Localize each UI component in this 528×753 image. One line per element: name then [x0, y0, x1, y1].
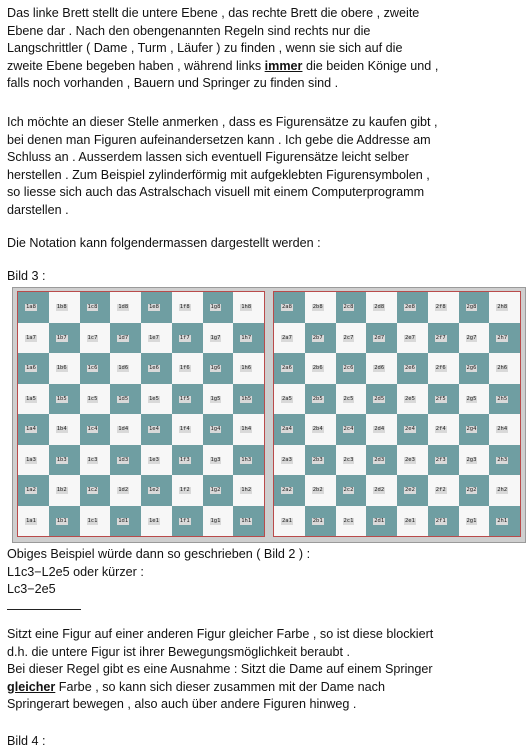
board-square — [233, 353, 264, 384]
example-notation — [7, 546, 523, 599]
square-label: 1f7 — [179, 334, 190, 341]
paragraph-boards-description — [7, 5, 523, 93]
board-square — [233, 475, 264, 506]
board-square — [18, 353, 49, 384]
text-line: bei denen man Figuren aufeinandersetzen kann . Ich gebe die Addresse am — [7, 132, 431, 147]
board-square — [172, 384, 203, 415]
square-label: 2d6 — [374, 365, 385, 371]
board-square — [18, 292, 49, 323]
board-square — [366, 506, 397, 537]
board-square — [489, 445, 520, 476]
square-label: 2a2 — [282, 487, 292, 493]
square-label: 2f6 — [435, 365, 446, 371]
square-label: 1g4 — [210, 426, 221, 432]
board-square — [18, 475, 49, 506]
square-label: 2b5 — [312, 395, 323, 402]
board-square — [274, 384, 305, 415]
board-square — [366, 323, 397, 354]
board-square — [49, 353, 80, 384]
board-square — [80, 384, 111, 415]
square-label: 2c8 — [343, 304, 354, 310]
square-label: 2e3 — [405, 456, 415, 463]
square-label: 1e7 — [149, 334, 159, 341]
square-label: 2a4 — [282, 426, 292, 432]
text-line: Sitzt eine Figur auf einer anderen Figur gleicher Farbe , so ist diese blockiert — [7, 627, 434, 641]
board-square — [397, 292, 428, 323]
board-square — [305, 292, 336, 323]
board-square — [428, 292, 459, 323]
text-line: Ebene dar . Nach den obengenannten Regeln sind rechts nur die — [7, 23, 371, 38]
square-label: 1g1 — [210, 517, 221, 524]
square-label: 1e8 — [149, 304, 159, 310]
text-segment: Farbe , so kann sich dieser zusammen mit der Dame nach — [55, 679, 385, 694]
square-label: 1e1 — [149, 517, 159, 524]
board-square — [141, 414, 172, 445]
board-square — [336, 384, 367, 415]
square-label: 1e5 — [149, 395, 159, 402]
square-label: 1c7 — [87, 334, 98, 341]
board-square — [274, 475, 305, 506]
board-square — [459, 445, 490, 476]
board-square — [428, 323, 459, 354]
board-square — [366, 445, 397, 476]
square-label: 2f2 — [435, 487, 446, 493]
board-square — [233, 414, 264, 445]
board-square — [397, 353, 428, 384]
square-label: 1h2 — [241, 487, 252, 493]
board-square — [305, 414, 336, 445]
square-label: 2d4 — [374, 426, 385, 432]
board-square — [18, 384, 49, 415]
square-label: 1c2 — [87, 487, 98, 493]
board-square — [203, 384, 234, 415]
figure-3-boards — [12, 287, 526, 543]
board-square — [336, 475, 367, 506]
board-square — [274, 353, 305, 384]
board-square — [489, 475, 520, 506]
square-label: 2g1 — [466, 517, 477, 524]
square-label: 2h4 — [497, 426, 508, 432]
board-square — [18, 506, 49, 537]
square-label: 1f6 — [179, 365, 190, 371]
square-label: 1c6 — [87, 365, 98, 371]
board-square — [366, 384, 397, 415]
board-square — [110, 445, 141, 476]
board-square — [203, 353, 234, 384]
square-label: 2e1 — [405, 517, 415, 524]
square-label: 2d7 — [374, 334, 385, 341]
square-label: 1g2 — [210, 487, 221, 493]
square-label: 2g3 — [466, 456, 477, 463]
square-label: 2b2 — [312, 487, 323, 493]
text-line: Bei dieser Regel gibt es eine Ausnahme : Sitzt die Dame auf einem Springer — [7, 662, 433, 676]
square-label: 2c2 — [343, 487, 354, 493]
board-square — [203, 445, 234, 476]
board-square — [305, 323, 336, 354]
square-label: 1d5 — [118, 395, 129, 402]
board-square — [80, 323, 111, 354]
board-square — [18, 414, 49, 445]
square-label: 2d2 — [374, 487, 385, 493]
square-label: 2a5 — [282, 395, 292, 402]
board-square — [172, 445, 203, 476]
text-line: Das linke Brett stellt die untere Ebene , das rechte Brett die obere , zweite — [7, 6, 420, 20]
square-label: 2h2 — [497, 487, 508, 493]
square-label: 1b2 — [56, 487, 67, 493]
board-square — [305, 384, 336, 415]
board-square — [274, 323, 305, 354]
board-square — [80, 414, 111, 445]
board-square — [366, 414, 397, 445]
board-square — [172, 414, 203, 445]
square-label: 1g8 — [210, 304, 221, 310]
board-square — [141, 323, 172, 354]
board-square — [110, 506, 141, 537]
paragraph-blocking-rule — [7, 626, 523, 714]
board-square — [397, 445, 428, 476]
board-square — [203, 475, 234, 506]
board-square — [305, 353, 336, 384]
square-label: 2b8 — [312, 304, 323, 310]
board-square — [80, 292, 111, 323]
text-line: so liesse sich auch das Astralschach visuell mit einem Computerprogramm — [7, 185, 425, 199]
board-square — [366, 292, 397, 323]
board-square — [49, 292, 80, 323]
square-label: 1f1 — [179, 517, 190, 524]
text-line: Schluss an . Ausserdem lassen sich eventuell Figurensätze leicht selber — [7, 150, 409, 164]
board-square — [141, 384, 172, 415]
board-square — [336, 414, 367, 445]
square-label: 1a2 — [26, 487, 36, 493]
board-square — [459, 384, 490, 415]
square-label: 1b4 — [56, 426, 67, 432]
square-label: 2a1 — [282, 517, 292, 524]
board-square — [172, 292, 203, 323]
square-label: 1g6 — [210, 365, 221, 371]
board-square — [141, 506, 172, 537]
square-label: 1f3 — [179, 456, 190, 463]
square-label: 2h8 — [497, 304, 508, 310]
board-square — [428, 445, 459, 476]
square-label: 1f8 — [179, 304, 190, 310]
board-square — [80, 445, 111, 476]
square-label: 2f8 — [435, 304, 446, 310]
board-square — [459, 414, 490, 445]
board-square — [49, 384, 80, 415]
board-square — [203, 323, 234, 354]
board-square — [172, 475, 203, 506]
board-square — [110, 384, 141, 415]
figure-3-caption: Bild 3 : — [7, 269, 46, 283]
square-label: 2g5 — [466, 395, 477, 402]
square-label: 2c7 — [343, 334, 354, 341]
square-label: 1h4 — [241, 426, 252, 432]
board-square — [336, 292, 367, 323]
square-label: 1g7 — [210, 334, 221, 341]
square-label: 1b5 — [56, 395, 67, 402]
board-square — [305, 445, 336, 476]
square-label: 1a4 — [26, 426, 36, 432]
square-label: 1h6 — [241, 365, 252, 371]
board-square — [397, 384, 428, 415]
square-label: 2b4 — [312, 426, 323, 432]
board-square — [141, 292, 172, 323]
board-square — [274, 445, 305, 476]
board-square — [141, 353, 172, 384]
text-line — [7, 679, 523, 697]
board-square — [428, 353, 459, 384]
board-square — [49, 506, 80, 537]
square-label: 2h1 — [497, 517, 508, 524]
board-square — [172, 506, 203, 537]
square-label: 1g3 — [210, 456, 221, 463]
square-label: 1c4 — [87, 426, 98, 432]
square-label: 2c4 — [343, 426, 354, 432]
square-label: 2g8 — [466, 304, 477, 310]
square-label: 1b7 — [56, 334, 67, 341]
board-square — [80, 506, 111, 537]
square-label: 2c5 — [343, 395, 354, 402]
board-square — [274, 414, 305, 445]
square-label: 2e6 — [405, 365, 415, 371]
square-label: 1d4 — [118, 426, 129, 432]
board-square — [366, 475, 397, 506]
board-square — [274, 506, 305, 537]
board-square — [305, 475, 336, 506]
board-square — [459, 475, 490, 506]
board-square — [489, 323, 520, 354]
square-label: 1b3 — [56, 456, 67, 463]
square-label: 1a8 — [26, 304, 36, 310]
board-square — [305, 506, 336, 537]
text-line: Springerart bewegen , also auch über andere Figuren hinweg . — [7, 697, 357, 711]
text-segment: zweite Ebene begeben haben , während links — [7, 58, 265, 73]
square-label: 2g7 — [466, 334, 477, 341]
square-label: 2a8 — [282, 304, 292, 310]
square-label: 1a6 — [26, 365, 36, 371]
text-line: falls noch vorhanden , Bauern und Springer zu finden sind . — [7, 76, 339, 90]
board-square — [18, 323, 49, 354]
board-square — [141, 475, 172, 506]
board-square — [459, 353, 490, 384]
board-square — [336, 445, 367, 476]
square-label: 1f5 — [179, 395, 190, 402]
square-label: 2e8 — [405, 304, 415, 310]
text-line — [7, 58, 523, 76]
square-label: 1d2 — [118, 487, 129, 493]
square-label: 1h8 — [241, 304, 252, 310]
board-square — [336, 506, 367, 537]
square-label: 1b1 — [56, 517, 67, 524]
board-square — [489, 384, 520, 415]
square-label: 2f1 — [435, 517, 446, 524]
text-line: Lc3−2e5 — [7, 582, 56, 596]
square-label: 1h1 — [241, 517, 252, 524]
section-divider — [7, 609, 81, 610]
square-label: 2d3 — [374, 456, 385, 463]
square-label: 2a6 — [282, 365, 292, 371]
board-square — [233, 292, 264, 323]
board-square — [489, 506, 520, 537]
emphasis-gleicher: gleicher — [7, 679, 56, 694]
text-line: Langschrittler ( Dame , Turm , Läufer ) zu finden , wenn sie sich auf die — [7, 41, 403, 55]
square-label: 2d5 — [374, 395, 385, 402]
square-label: 2c6 — [343, 365, 354, 371]
board-square — [172, 353, 203, 384]
square-label: 2d8 — [374, 304, 385, 310]
square-label: 1g5 — [210, 395, 221, 402]
board-square — [141, 445, 172, 476]
square-label: 1e6 — [149, 365, 159, 371]
board-square — [172, 323, 203, 354]
square-label: 2c3 — [343, 456, 354, 463]
square-label: 1a7 — [26, 334, 36, 341]
square-label: 1d1 — [118, 517, 129, 524]
board-square — [489, 292, 520, 323]
square-label: 2c1 — [343, 517, 354, 524]
board-square — [428, 384, 459, 415]
board-square — [489, 414, 520, 445]
square-label: 2g6 — [466, 365, 477, 371]
square-label: 2h5 — [497, 395, 508, 402]
board-square — [336, 353, 367, 384]
square-label: 2b3 — [312, 456, 323, 463]
board-square — [80, 353, 111, 384]
square-label: 1h5 — [241, 395, 252, 402]
square-label: 1c8 — [87, 304, 98, 310]
square-label: 1d7 — [118, 334, 129, 341]
board-square — [428, 506, 459, 537]
board-square — [366, 353, 397, 384]
board-square — [233, 506, 264, 537]
emphasis-immer: immer — [264, 58, 303, 73]
text-line: herstellen . Zum Beispiel zylinderförmig mit aufgeklebten Figurensymbolen , — [7, 167, 430, 182]
square-label: 2b6 — [312, 365, 323, 371]
board-square — [49, 475, 80, 506]
text-line: L1c3−L2e5 oder kürzer : — [7, 564, 144, 579]
square-label: 1e3 — [149, 456, 159, 463]
board-square — [110, 292, 141, 323]
board-square — [459, 506, 490, 537]
board-square — [110, 414, 141, 445]
square-label: 2g2 — [466, 487, 477, 493]
square-label: 1h7 — [241, 334, 252, 341]
square-label: 2f3 — [435, 456, 446, 463]
square-label: 1d6 — [118, 365, 129, 371]
text-line: Obiges Beispiel würde dann so geschrieben ( Bild 2 ) : — [7, 547, 311, 561]
board-square — [274, 292, 305, 323]
board-square — [428, 414, 459, 445]
board-square — [397, 414, 428, 445]
board-square — [49, 414, 80, 445]
board-square — [110, 323, 141, 354]
square-label: 2e4 — [405, 426, 415, 432]
notation-intro: Die Notation kann folgendermassen dargestellt werden : — [7, 236, 321, 250]
square-label: 1c5 — [87, 395, 98, 402]
board-square — [459, 292, 490, 323]
board-square — [336, 323, 367, 354]
board-square — [203, 292, 234, 323]
upper-board — [273, 291, 521, 537]
board-square — [49, 323, 80, 354]
board-square — [18, 445, 49, 476]
square-label: 1a1 — [26, 517, 36, 524]
lower-board — [17, 291, 265, 537]
paragraph-piece-sets — [7, 114, 523, 219]
board-square — [397, 323, 428, 354]
board-square — [110, 353, 141, 384]
square-label: 1f2 — [179, 487, 190, 493]
board-square — [428, 475, 459, 506]
board-square — [233, 384, 264, 415]
square-label: 1a5 — [26, 395, 36, 402]
square-label: 2b7 — [312, 334, 323, 341]
board-square — [233, 323, 264, 354]
square-label: 1e4 — [149, 426, 159, 432]
square-label: 1c1 — [87, 517, 98, 524]
square-label: 2g4 — [466, 426, 477, 432]
square-label: 2f5 — [435, 395, 446, 402]
square-label: 1d3 — [118, 456, 129, 463]
board-square — [203, 506, 234, 537]
square-label: 2e7 — [405, 334, 415, 341]
square-label: 2a7 — [282, 334, 292, 341]
text-line: d.h. die untere Figur ist ihrer Bewegungsmöglichkeit beraubt . — [7, 644, 351, 659]
square-label: 2e5 — [405, 395, 415, 402]
board-square — [110, 475, 141, 506]
board-square — [80, 475, 111, 506]
square-label: 2e2 — [405, 487, 415, 493]
square-label: 2f4 — [435, 426, 446, 432]
square-label: 1h3 — [241, 456, 252, 463]
square-label: 1e2 — [149, 487, 159, 493]
square-label: 2h6 — [497, 365, 508, 371]
text-segment: die beiden Könige und , — [302, 58, 439, 73]
square-label: 1f4 — [179, 426, 190, 432]
board-square — [397, 475, 428, 506]
square-label: 2a3 — [282, 456, 292, 463]
text-line: darstellen . — [7, 202, 69, 217]
square-label: 2b1 — [312, 517, 323, 524]
text-line: Ich möchte an dieser Stelle anmerken , dass es Figurensätze zu kaufen gibt , — [7, 115, 438, 129]
square-label: 2d1 — [374, 517, 385, 524]
board-square — [397, 506, 428, 537]
board-square — [233, 445, 264, 476]
board-square — [459, 323, 490, 354]
square-label: 1b8 — [56, 304, 67, 310]
square-label: 1c3 — [87, 456, 98, 463]
square-label: 1d8 — [118, 304, 129, 310]
square-label: 1b6 — [56, 365, 67, 371]
figure-4-caption: Bild 4 : — [7, 734, 46, 748]
board-square — [49, 445, 80, 476]
square-label: 2h7 — [497, 334, 508, 341]
board-square — [203, 414, 234, 445]
square-label: 2h3 — [497, 456, 508, 463]
square-label: 2f7 — [435, 334, 446, 341]
board-square — [489, 353, 520, 384]
square-label: 1a3 — [26, 456, 36, 463]
